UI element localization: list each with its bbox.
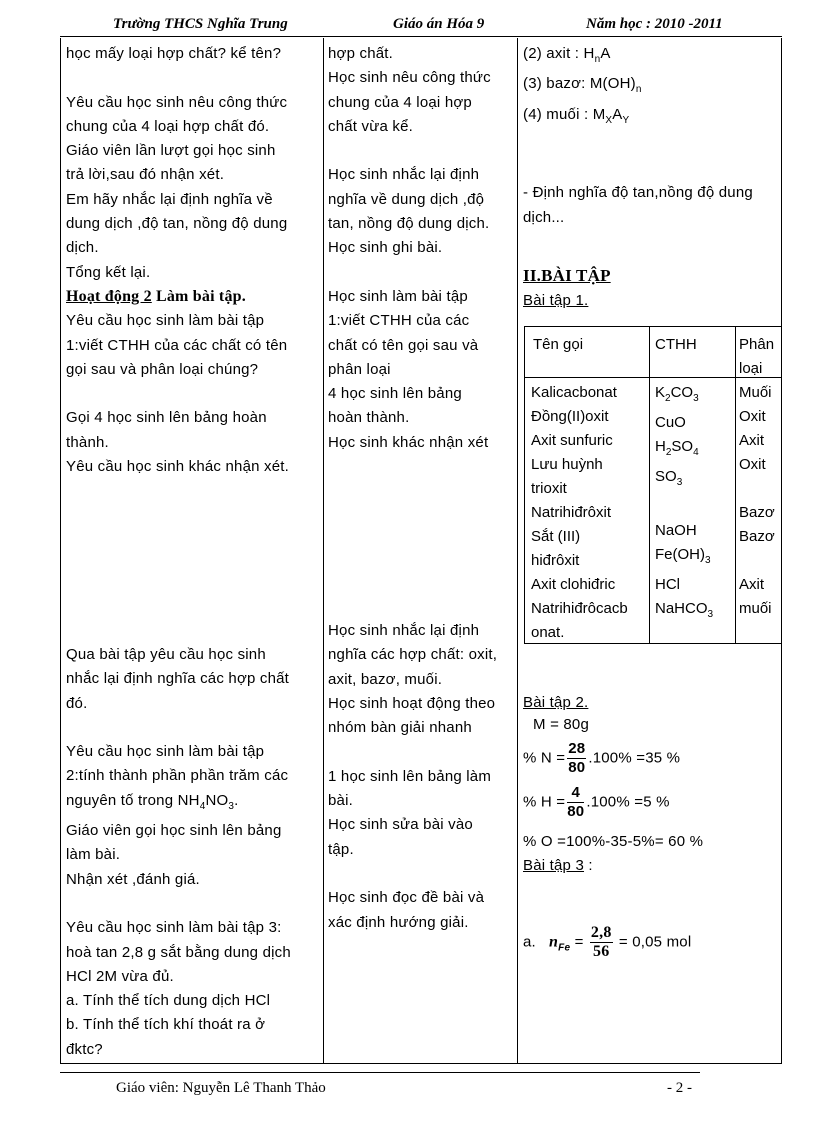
- text-line: Gọi 4 học sinh lên bảng hoàn: [66, 409, 267, 427]
- nitrogen-percent: % N = $\frac{28}{80}$ .100% =35 %: [523, 740, 681, 776]
- teacher-activity-column-lower: [66, 643, 291, 1062]
- text-line: đó.: [66, 694, 88, 712]
- molar-mass: M = 80g: [533, 716, 590, 733]
- text-line: 2:tính thành phần phần trăm các: [66, 767, 289, 785]
- col-header-type: Phân: [739, 336, 775, 353]
- table-cell: NaHCO$_3$: [655, 600, 714, 620]
- text-line: b. Tính thể tích khí thoát ra ở: [66, 1016, 266, 1034]
- footer-teacher: Giáo viên: Nguyễn Lê Thanh Thảo: [116, 1080, 326, 1096]
- text-line: tập.: [328, 840, 354, 858]
- student-activity-column-lower: [328, 619, 497, 935]
- table-cell: $Fe(OH)_3$: [655, 546, 711, 566]
- student-activity-column: [328, 42, 491, 455]
- table-cell: Bazơ: [739, 528, 775, 545]
- table-cell: Oxit: [739, 408, 766, 425]
- text-line: Yêu cầu học sinh làm bài tập: [66, 743, 265, 761]
- table-cell: Axit: [739, 576, 765, 593]
- text-line: Qua bài tập yêu cầu học sinh: [66, 646, 266, 663]
- column-divider-1: [323, 38, 324, 1063]
- text-line: dịch...: [523, 208, 565, 226]
- formula-muoi: (4) muối : $M_XA_Y$: [523, 105, 630, 126]
- text-line: hoà tan 2,8 g sắt bằng dung dịch: [66, 943, 291, 961]
- text-line: Yêu cầu học sinh khác nhận xét.: [66, 458, 290, 476]
- text-line: hợp chất.: [328, 45, 394, 62]
- text-line: Học sinh hoạt động theo: [328, 694, 496, 712]
- col-header-formula: CTHH: [655, 336, 697, 353]
- text-line: xác định hướng giải.: [328, 913, 469, 931]
- text-line: Học sinh nhắc lại định: [328, 166, 480, 184]
- text-line: 1:viết CTHH của các chất có tên: [66, 336, 288, 354]
- exercise-2-result: [523, 830, 703, 878]
- exercise-3-label: Bài tập 3 :: [523, 857, 593, 874]
- content-column: [523, 42, 753, 313]
- text-line: gọi sau và phân loại chúng?: [66, 360, 259, 378]
- header-rule: [60, 36, 782, 37]
- teacher-activity-column: [66, 42, 289, 479]
- table-cell: $K_2CO_3$: [655, 384, 699, 404]
- text-line: 4 học sinh lên bảng: [328, 385, 462, 403]
- column-divider-2: [517, 38, 518, 1063]
- table-cell: Đồng(II)oxit: [531, 408, 609, 425]
- exercise-1-table: [524, 326, 782, 644]
- footer-rule: [60, 1072, 700, 1073]
- text-line: chất có tên gọi sau và: [328, 336, 479, 354]
- text-line: axit, bazơ, muối.: [328, 670, 443, 688]
- inner-divider: [735, 327, 736, 643]
- text-line: Yêu cầu học sinh nêu công thức: [66, 93, 288, 111]
- table-cell: Kalicacbonat: [531, 384, 617, 401]
- table-cell: NaOH: [655, 522, 697, 539]
- table-cell: muối: [739, 600, 772, 617]
- table-cell: HCl: [655, 576, 680, 593]
- text-line: chất vừa kể.: [328, 117, 413, 135]
- text-line: Tổng kết lại.: [66, 263, 151, 281]
- table-cell: Axit sunfuric: [531, 432, 613, 449]
- text-line: Giáo viên lần lượt gọi học sinh: [66, 142, 276, 160]
- text-line: Học sinh sửa bài vào: [328, 816, 473, 834]
- table-cell: $H_2SO_4$: [655, 438, 699, 458]
- exercise-1-label: Bài tập 1.: [523, 291, 589, 309]
- text-line: Học sinh ghi bài.: [328, 239, 443, 257]
- text-line: 1:viết CTHH của các: [328, 312, 470, 330]
- text-line: a. Tính thể tích dung dịch HCl: [66, 992, 271, 1010]
- text-line: bài.: [328, 792, 353, 810]
- text-line: đktc?: [66, 1040, 103, 1058]
- text-line: - Định nghĩa độ tan,nồng độ dung: [523, 184, 753, 202]
- exercise-2-block: [523, 692, 589, 736]
- table-cell: Axit: [739, 432, 765, 449]
- text-line: dịch.: [66, 239, 99, 257]
- text-line: Học sinh nhắc lại định: [328, 622, 480, 639]
- text-line: Học sinh khác nhận xét: [328, 433, 489, 451]
- text-line: HCl 2M vừa đủ.: [66, 967, 174, 985]
- header-school: Trường THCS Nghĩa Trung: [113, 16, 288, 32]
- exercise-2-label: Bài tập 2.: [523, 694, 589, 711]
- text-line: Nhận xét ,đánh giá.: [66, 870, 200, 888]
- text-line: làm bài.: [66, 846, 121, 864]
- text-line: Học sinh nêu công thức: [328, 69, 491, 87]
- text-line: Học sinh đọc đề bài và: [328, 889, 485, 907]
- text-line: nguyên tố trong $NH_4NO_3$.: [66, 791, 239, 812]
- section-heading: II.BÀI TẬP: [523, 266, 611, 286]
- text-line: tan, nồng độ dung dịch.: [328, 215, 490, 233]
- text-line: Em hãy nhắc lại định nghĩa về: [66, 190, 273, 208]
- table-cell: Lưu huỳnh: [531, 456, 603, 473]
- formula-axit: (2) axit : $H_nA$: [523, 45, 611, 65]
- inner-divider: [649, 327, 650, 643]
- text-line: 1 học sinh lên bảng làm: [328, 767, 492, 785]
- table-cell: Bazơ: [739, 504, 775, 521]
- text-line: nhắc lại định nghĩa các hợp chất: [66, 670, 290, 688]
- text-line: nghĩa các hợp chất: oxit,: [328, 646, 498, 664]
- text-line: học mấy loại hợp chất? kể tên?: [66, 45, 282, 62]
- compound-names: [531, 381, 628, 645]
- table-cell: $SO_3$: [655, 468, 683, 488]
- col-header-name: Tên gọi: [533, 336, 584, 353]
- text-line: chung của 4 loại hợp: [328, 93, 472, 111]
- header-year: Năm học : 2010 -2011: [586, 16, 723, 32]
- table-cell: Muối: [739, 384, 772, 401]
- compound-types: [739, 381, 775, 621]
- text-line: Yêu cầu học sinh làm bài tập: [66, 312, 265, 330]
- page-number: - 2 -: [667, 1080, 692, 1096]
- exercise-3-calc: a. $n_{Fe}$ = $\frac{2,8}{56}$ = 0,05 mol: [523, 924, 692, 960]
- text-line: thành.: [66, 433, 109, 451]
- activity-2-heading: Hoạt động 2 Làm bài tập.: [66, 287, 246, 305]
- text-line: Yêu cầu học sinh làm bài tập 3:: [66, 919, 282, 937]
- text-line: hoàn thành.: [328, 409, 410, 427]
- table-cell: CuO: [655, 414, 686, 431]
- table-cell: Axit clohiđric: [531, 576, 616, 593]
- table-cell: hiđrôxit: [531, 552, 580, 569]
- text-line: dung dịch ,độ tan, nồng độ dung: [66, 215, 288, 233]
- table-cell: Oxit: [739, 456, 766, 473]
- table-cell: onat.: [531, 624, 565, 641]
- text-line: nghĩa về dung dịch ,độ: [328, 190, 485, 208]
- text-line: phân loại: [328, 360, 391, 378]
- table-cell: Natrihiđrôcacb: [531, 600, 628, 617]
- text-line: Giáo viên gọi học sinh lên bảng: [66, 822, 282, 840]
- hydrogen-percent: % H = $\frac{4}{80}$ .100% =5 %: [523, 784, 670, 820]
- formula-bazo: (3) bazơ: $M(OH)_n$: [523, 75, 642, 96]
- table-cell: Sắt (III): [531, 528, 581, 545]
- compound-formulas: [655, 381, 713, 627]
- col-header-type: loại: [739, 360, 763, 377]
- oxygen-percent: % O =100%-35-5%= 60 %: [523, 833, 704, 850]
- table-cell: trioxit: [531, 480, 567, 497]
- header-subject: Giáo án Hóa 9: [393, 16, 485, 32]
- text-line: trả lời,sau đó nhận xét.: [66, 166, 225, 184]
- text-line: nhóm bàn giải nhanh: [328, 719, 472, 737]
- text-line: Học sinh làm bài tập: [328, 287, 468, 305]
- text-line: chung của 4 loại hợp chất đó.: [66, 117, 270, 135]
- table-cell: Natrihiđrôxit: [531, 504, 612, 521]
